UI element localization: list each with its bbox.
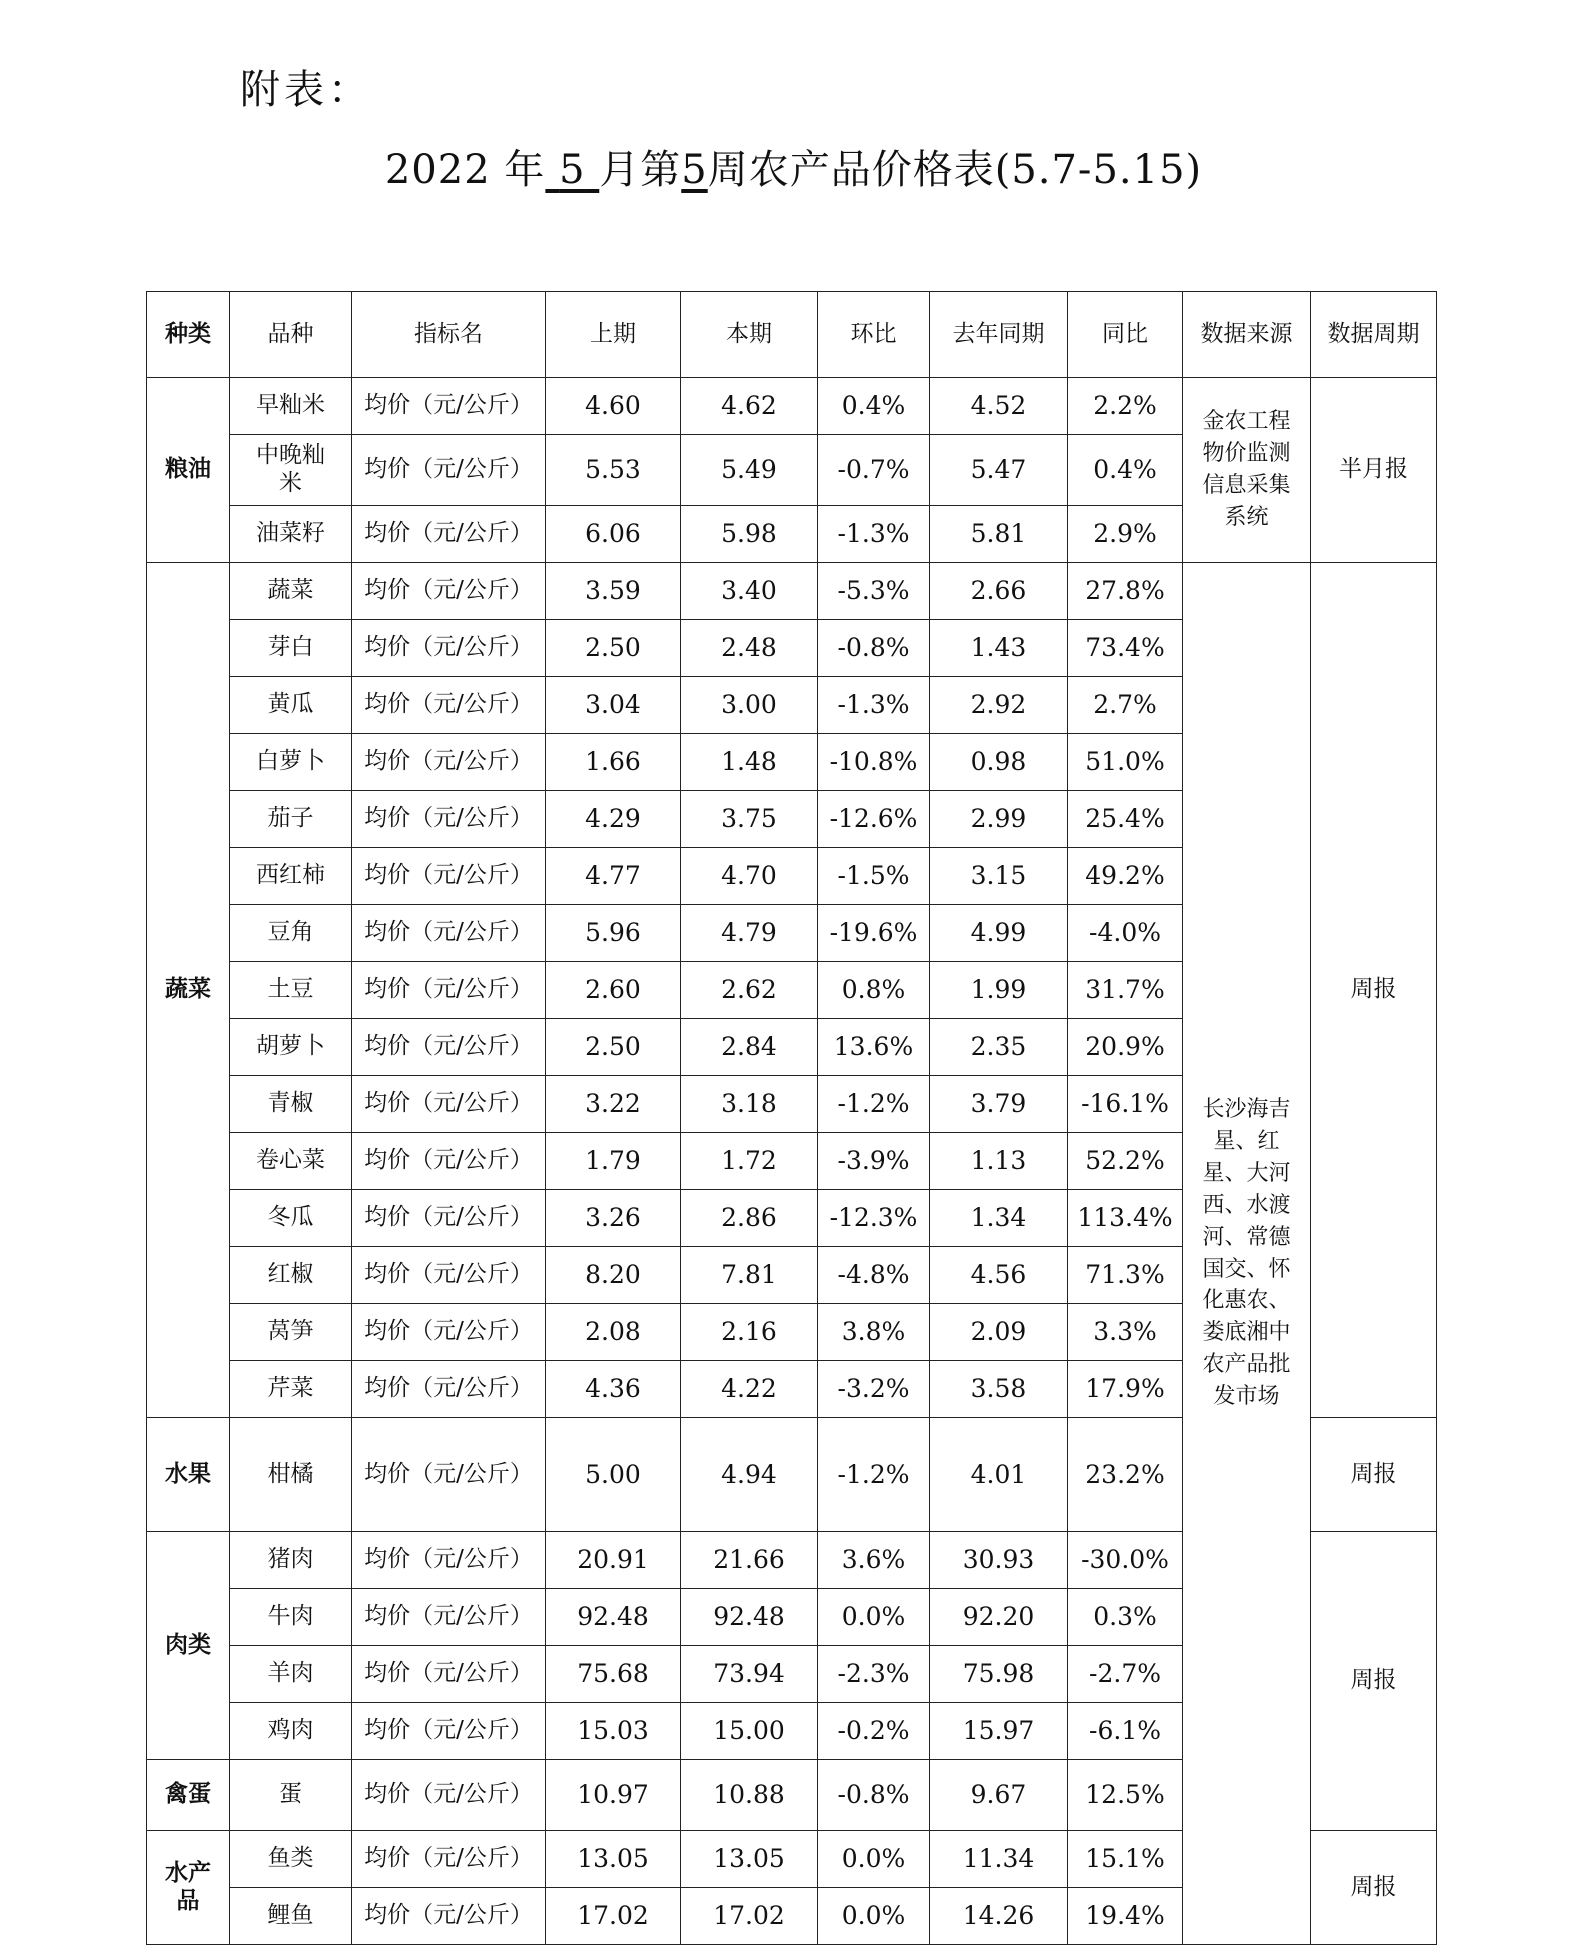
- category-cell: 禽蛋: [147, 1760, 230, 1831]
- yoy-cell: -6.1%: [1068, 1703, 1183, 1760]
- mom-cell: 0.8%: [818, 962, 930, 1019]
- col-header-last-year: 去年同期: [930, 292, 1068, 378]
- variety-cell: 红椒: [230, 1247, 352, 1304]
- prev-cell: 2.60: [546, 962, 681, 1019]
- yoy-cell: -16.1%: [1068, 1076, 1183, 1133]
- yoy-cell: 52.2%: [1068, 1133, 1183, 1190]
- indicator-cell: 均价（元/公斤）: [352, 1418, 546, 1532]
- mom-cell: -0.8%: [818, 620, 930, 677]
- variety-cell: 鲤鱼: [230, 1888, 352, 1945]
- source-cell: 长沙海吉星、红星、大河西、水渡河、常德国交、怀化惠农、娄底湘中农产品批发市场: [1183, 563, 1311, 1945]
- variety-cell: 早籼米: [230, 378, 352, 435]
- indicator-cell: 均价（元/公斤）: [352, 1304, 546, 1361]
- title-mid: 月第: [599, 147, 682, 193]
- prev-cell: 92.48: [546, 1589, 681, 1646]
- period-cell: 周报: [1311, 1831, 1437, 1945]
- curr-cell: 5.49: [681, 435, 818, 506]
- last-year-cell: 0.98: [930, 734, 1068, 791]
- mom-cell: -19.6%: [818, 905, 930, 962]
- curr-cell: 3.40: [681, 563, 818, 620]
- last-year-cell: 75.98: [930, 1646, 1068, 1703]
- last-year-cell: 1.13: [930, 1133, 1068, 1190]
- last-year-cell: 3.58: [930, 1361, 1068, 1418]
- mom-cell: -12.6%: [818, 791, 930, 848]
- header-row: [147, 292, 1437, 378]
- last-year-cell: 5.81: [930, 506, 1068, 563]
- prev-cell: 5.00: [546, 1418, 681, 1532]
- variety-cell: 中晚籼米: [230, 435, 352, 506]
- yoy-cell: 27.8%: [1068, 563, 1183, 620]
- title-month: 5: [559, 147, 586, 193]
- indicator-cell: 均价（元/公斤）: [352, 563, 546, 620]
- col-header-category: 种类: [147, 292, 230, 378]
- yoy-cell: 15.1%: [1068, 1831, 1183, 1888]
- variety-cell: 柑橘: [230, 1418, 352, 1532]
- mom-cell: 0.0%: [818, 1589, 930, 1646]
- yoy-cell: -2.7%: [1068, 1646, 1183, 1703]
- prev-cell: 6.06: [546, 506, 681, 563]
- curr-cell: 3.18: [681, 1076, 818, 1133]
- mom-cell: -3.2%: [818, 1361, 930, 1418]
- mom-cell: 0.4%: [818, 378, 930, 435]
- last-year-cell: 4.01: [930, 1418, 1068, 1532]
- indicator-cell: 均价（元/公斤）: [352, 962, 546, 1019]
- yoy-cell: 113.4%: [1068, 1190, 1183, 1247]
- col-header-period: 数据周期: [1311, 292, 1437, 378]
- prev-cell: 4.29: [546, 791, 681, 848]
- curr-cell: 4.22: [681, 1361, 818, 1418]
- indicator-cell: 均价（元/公斤）: [352, 1831, 546, 1888]
- appendix-label: 附表：: [240, 67, 372, 113]
- indicator-cell: 均价（元/公斤）: [352, 734, 546, 791]
- curr-cell: 4.79: [681, 905, 818, 962]
- prev-cell: 2.50: [546, 1019, 681, 1076]
- curr-cell: 73.94: [681, 1646, 818, 1703]
- indicator-cell: 均价（元/公斤）: [352, 1888, 546, 1945]
- yoy-cell: 0.3%: [1068, 1589, 1183, 1646]
- yoy-cell: 2.2%: [1068, 378, 1183, 435]
- curr-cell: 92.48: [681, 1589, 818, 1646]
- variety-cell: 猪肉: [230, 1532, 352, 1589]
- prev-cell: 4.60: [546, 378, 681, 435]
- title-prefix: 2022 年: [384, 147, 546, 193]
- price-table: [146, 291, 1437, 1945]
- yoy-cell: 2.9%: [1068, 506, 1183, 563]
- curr-cell: 17.02: [681, 1888, 818, 1945]
- mom-cell: -1.3%: [818, 677, 930, 734]
- variety-cell: 冬瓜: [230, 1190, 352, 1247]
- variety-cell: 青椒: [230, 1076, 352, 1133]
- curr-cell: 4.94: [681, 1418, 818, 1532]
- last-year-cell: 2.35: [930, 1019, 1068, 1076]
- prev-cell: 2.50: [546, 620, 681, 677]
- prev-cell: 2.08: [546, 1304, 681, 1361]
- mom-cell: 13.6%: [818, 1019, 930, 1076]
- prev-cell: 3.04: [546, 677, 681, 734]
- mom-cell: 0.0%: [818, 1888, 930, 1945]
- yoy-cell: -4.0%: [1068, 905, 1183, 962]
- col-header-indicator: 指标名: [352, 292, 546, 378]
- variety-cell: 豆角: [230, 905, 352, 962]
- variety-cell: 卷心菜: [230, 1133, 352, 1190]
- last-year-cell: 15.97: [930, 1703, 1068, 1760]
- last-year-cell: 1.34: [930, 1190, 1068, 1247]
- indicator-cell: 均价（元/公斤）: [352, 848, 546, 905]
- col-header-source: 数据来源: [1183, 292, 1311, 378]
- variety-cell: 西红柿: [230, 848, 352, 905]
- yoy-cell: 19.4%: [1068, 1888, 1183, 1945]
- indicator-cell: 均价（元/公斤）: [352, 905, 546, 962]
- yoy-cell: -30.0%: [1068, 1532, 1183, 1589]
- yoy-cell: 3.3%: [1068, 1304, 1183, 1361]
- category-cell: 水果: [147, 1418, 230, 1532]
- curr-cell: 2.48: [681, 620, 818, 677]
- prev-cell: 4.36: [546, 1361, 681, 1418]
- prev-cell: 3.26: [546, 1190, 681, 1247]
- indicator-cell: 均价（元/公斤）: [352, 1247, 546, 1304]
- last-year-cell: 11.34: [930, 1831, 1068, 1888]
- prev-cell: 20.91: [546, 1532, 681, 1589]
- last-year-cell: 4.99: [930, 905, 1068, 962]
- prev-cell: 5.96: [546, 905, 681, 962]
- variety-cell: 黄瓜: [230, 677, 352, 734]
- indicator-cell: 均价（元/公斤）: [352, 1076, 546, 1133]
- title-week: 5: [681, 147, 708, 193]
- prev-cell: 17.02: [546, 1888, 681, 1945]
- yoy-cell: 71.3%: [1068, 1247, 1183, 1304]
- mom-cell: -1.2%: [818, 1076, 930, 1133]
- curr-cell: 5.98: [681, 506, 818, 563]
- yoy-cell: 0.4%: [1068, 435, 1183, 506]
- variety-cell: 莴笋: [230, 1304, 352, 1361]
- yoy-cell: 2.7%: [1068, 677, 1183, 734]
- last-year-cell: 14.26: [930, 1888, 1068, 1945]
- last-year-cell: 4.56: [930, 1247, 1068, 1304]
- prev-cell: 13.05: [546, 1831, 681, 1888]
- curr-cell: 2.16: [681, 1304, 818, 1361]
- col-header-variety: 品种: [230, 292, 352, 378]
- indicator-cell: 均价（元/公斤）: [352, 1532, 546, 1589]
- variety-cell: 茄子: [230, 791, 352, 848]
- curr-cell: 21.66: [681, 1532, 818, 1589]
- last-year-cell: 2.09: [930, 1304, 1068, 1361]
- indicator-cell: 均价（元/公斤）: [352, 620, 546, 677]
- curr-cell: 2.86: [681, 1190, 818, 1247]
- curr-cell: 4.70: [681, 848, 818, 905]
- col-header-prev: 上期: [546, 292, 681, 378]
- yoy-cell: 49.2%: [1068, 848, 1183, 905]
- mom-cell: 3.8%: [818, 1304, 930, 1361]
- mom-cell: -0.8%: [818, 1760, 930, 1831]
- indicator-cell: 均价（元/公斤）: [352, 1019, 546, 1076]
- yoy-cell: 20.9%: [1068, 1019, 1183, 1076]
- variety-cell: 鸡肉: [230, 1703, 352, 1760]
- category-cell: 蔬菜: [147, 563, 230, 1418]
- last-year-cell: 30.93: [930, 1532, 1068, 1589]
- indicator-cell: 均价（元/公斤）: [352, 435, 546, 506]
- mom-cell: -5.3%: [818, 563, 930, 620]
- last-year-cell: 3.79: [930, 1076, 1068, 1133]
- yoy-cell: 23.2%: [1068, 1418, 1183, 1532]
- indicator-cell: 均价（元/公斤）: [352, 1190, 546, 1247]
- variety-cell: 蛋: [230, 1760, 352, 1831]
- last-year-cell: 92.20: [930, 1589, 1068, 1646]
- indicator-cell: 均价（元/公斤）: [352, 1760, 546, 1831]
- last-year-cell: 1.43: [930, 620, 1068, 677]
- category-cell: 粮油: [147, 378, 230, 563]
- mom-cell: -1.3%: [818, 506, 930, 563]
- variety-cell: 白萝卜: [230, 734, 352, 791]
- variety-cell: 牛肉: [230, 1589, 352, 1646]
- curr-cell: 1.48: [681, 734, 818, 791]
- indicator-cell: 均价（元/公斤）: [352, 1646, 546, 1703]
- prev-cell: 10.97: [546, 1760, 681, 1831]
- indicator-cell: 均价（元/公斤）: [352, 677, 546, 734]
- curr-cell: 2.62: [681, 962, 818, 1019]
- yoy-cell: 17.9%: [1068, 1361, 1183, 1418]
- prev-cell: 4.77: [546, 848, 681, 905]
- prev-cell: 15.03: [546, 1703, 681, 1760]
- col-header-yoy: 同比: [1068, 292, 1183, 378]
- mom-cell: -4.8%: [818, 1247, 930, 1304]
- indicator-cell: 均价（元/公斤）: [352, 1133, 546, 1190]
- indicator-cell: 均价（元/公斤）: [352, 506, 546, 563]
- period-cell: 周报: [1311, 1418, 1437, 1532]
- curr-cell: 10.88: [681, 1760, 818, 1831]
- mom-cell: -0.2%: [818, 1703, 930, 1760]
- col-header-mom: 环比: [818, 292, 930, 378]
- variety-cell: 羊肉: [230, 1646, 352, 1703]
- category-cell: 肉类: [147, 1532, 230, 1760]
- curr-cell: 13.05: [681, 1831, 818, 1888]
- variety-cell: 芹菜: [230, 1361, 352, 1418]
- prev-cell: 1.66: [546, 734, 681, 791]
- indicator-cell: 均价（元/公斤）: [352, 791, 546, 848]
- table-row: [147, 563, 1437, 620]
- col-header-curr: 本期: [681, 292, 818, 378]
- indicator-cell: 均价（元/公斤）: [352, 1361, 546, 1418]
- variety-cell: 油菜籽: [230, 506, 352, 563]
- variety-cell: 蔬菜: [230, 563, 352, 620]
- category-cell: 水产品: [147, 1831, 230, 1945]
- prev-cell: 1.79: [546, 1133, 681, 1190]
- last-year-cell: 4.52: [930, 378, 1068, 435]
- variety-cell: 胡萝卜: [230, 1019, 352, 1076]
- yoy-cell: 51.0%: [1068, 734, 1183, 791]
- mom-cell: -0.7%: [818, 435, 930, 506]
- mom-cell: -2.3%: [818, 1646, 930, 1703]
- table-row: [147, 378, 1437, 435]
- curr-cell: 7.81: [681, 1247, 818, 1304]
- mom-cell: -1.5%: [818, 848, 930, 905]
- mom-cell: -3.9%: [818, 1133, 930, 1190]
- last-year-cell: 2.92: [930, 677, 1068, 734]
- variety-cell: 土豆: [230, 962, 352, 1019]
- period-cell: 半月报: [1311, 378, 1437, 563]
- curr-cell: 4.62: [681, 378, 818, 435]
- last-year-cell: 2.66: [930, 563, 1068, 620]
- prev-cell: 8.20: [546, 1247, 681, 1304]
- indicator-cell: 均价（元/公斤）: [352, 1589, 546, 1646]
- last-year-cell: 5.47: [930, 435, 1068, 506]
- indicator-cell: 均价（元/公斤）: [352, 378, 546, 435]
- curr-cell: 1.72: [681, 1133, 818, 1190]
- variety-cell: 鱼类: [230, 1831, 352, 1888]
- variety-cell: 芽白: [230, 620, 352, 677]
- page-title: [0, 138, 1587, 195]
- mom-cell: 0.0%: [818, 1831, 930, 1888]
- last-year-cell: 9.67: [930, 1760, 1068, 1831]
- mom-cell: -1.2%: [818, 1418, 930, 1532]
- curr-cell: 2.84: [681, 1019, 818, 1076]
- curr-cell: 3.75: [681, 791, 818, 848]
- indicator-cell: 均价（元/公斤）: [352, 1703, 546, 1760]
- prev-cell: 5.53: [546, 435, 681, 506]
- yoy-cell: 31.7%: [1068, 962, 1183, 1019]
- prev-cell: 3.22: [546, 1076, 681, 1133]
- prev-cell: 3.59: [546, 563, 681, 620]
- mom-cell: -10.8%: [818, 734, 930, 791]
- last-year-cell: 1.99: [930, 962, 1068, 1019]
- source-cell: 金农工程物价监测信息采集系统: [1183, 378, 1311, 563]
- mom-cell: -12.3%: [818, 1190, 930, 1247]
- curr-cell: 15.00: [681, 1703, 818, 1760]
- prev-cell: 75.68: [546, 1646, 681, 1703]
- mom-cell: 3.6%: [818, 1532, 930, 1589]
- period-cell: 周报: [1311, 1532, 1437, 1831]
- yoy-cell: 25.4%: [1068, 791, 1183, 848]
- last-year-cell: 2.99: [930, 791, 1068, 848]
- title-suffix: 周农产品价格表(5.7-5.15): [707, 147, 1203, 193]
- period-cell: 周报: [1311, 563, 1437, 1418]
- curr-cell: 3.00: [681, 677, 818, 734]
- yoy-cell: 73.4%: [1068, 620, 1183, 677]
- last-year-cell: 3.15: [930, 848, 1068, 905]
- yoy-cell: 12.5%: [1068, 1760, 1183, 1831]
